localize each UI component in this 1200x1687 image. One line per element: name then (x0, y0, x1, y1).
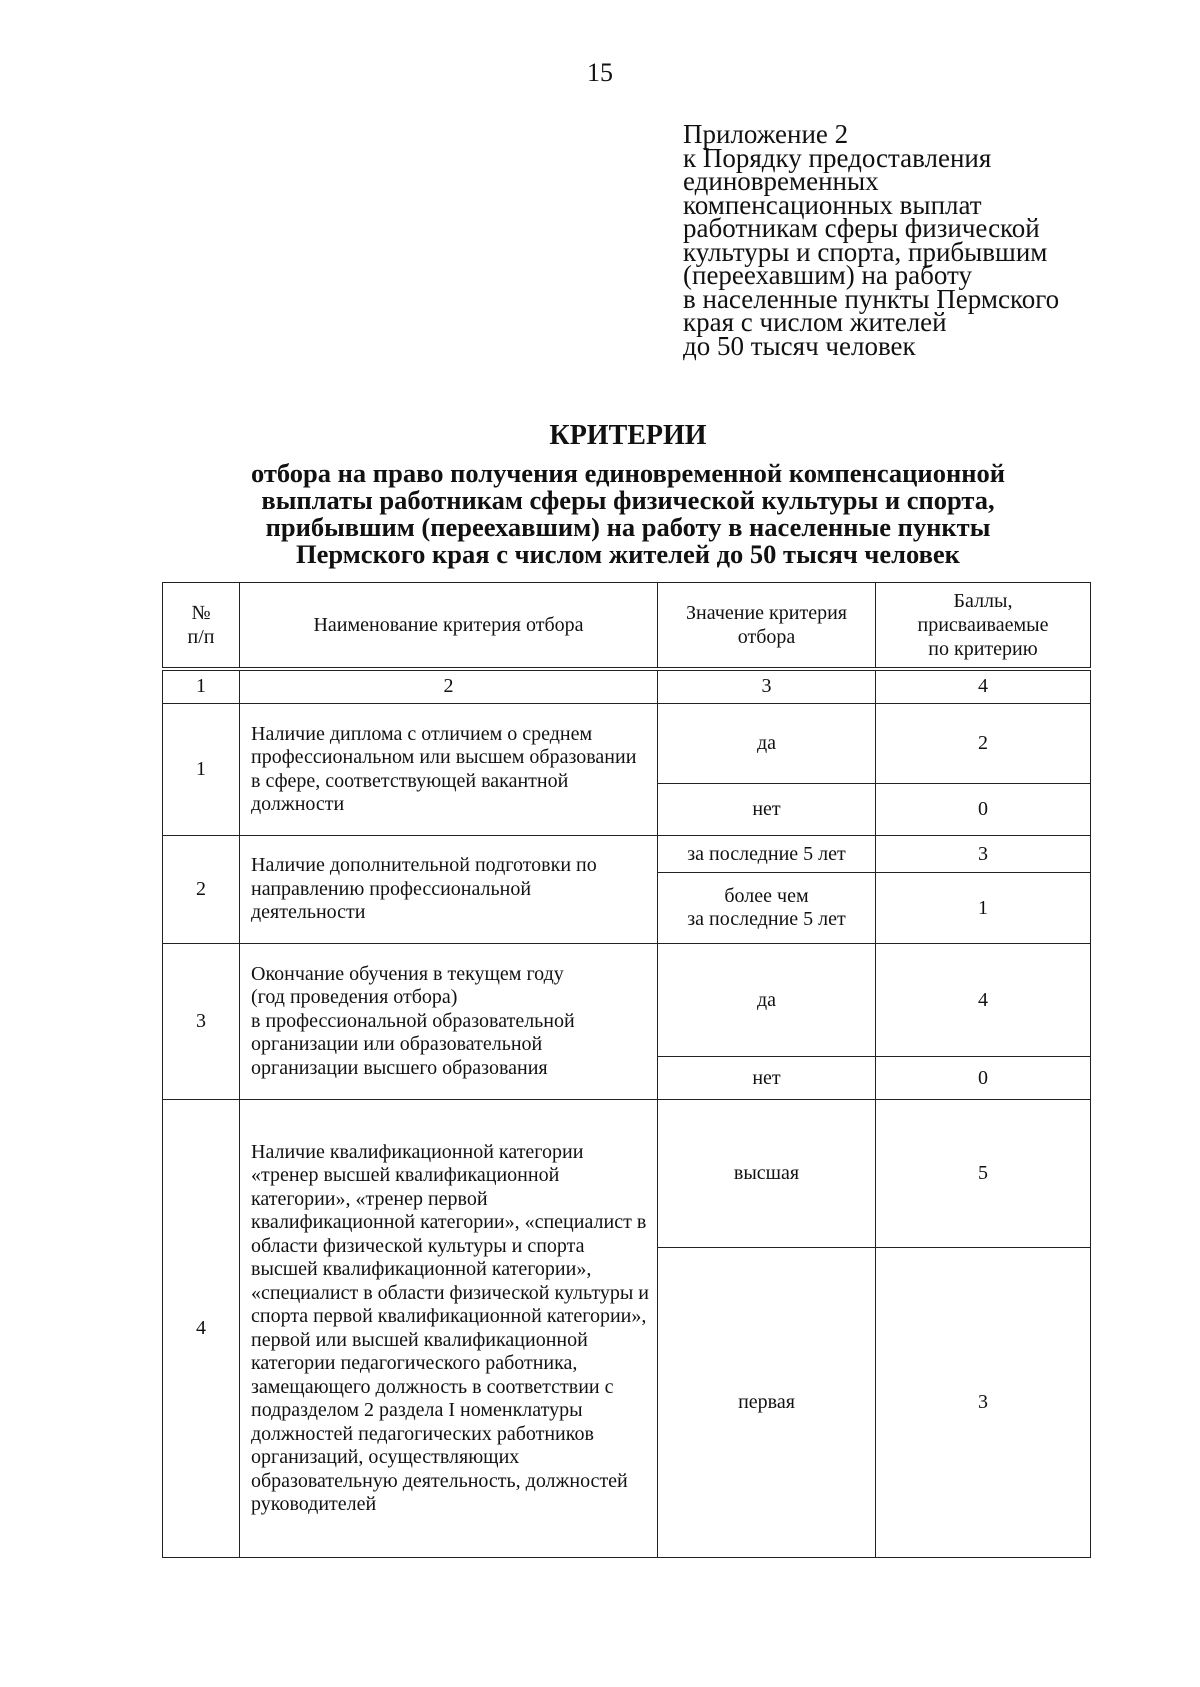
document-subtitle (0, 460, 1200, 568)
criterion-points: 2 (876, 704, 1091, 784)
subtitle-line: выплаты работникам сферы физической культуры и спорта, (261, 485, 995, 515)
table-header-row (163, 583, 1091, 669)
subtitle-line: прибывшим (переехавшим) на работу в населенные пункты (265, 512, 991, 542)
table-row (163, 704, 1091, 784)
column-index: 2 (240, 669, 658, 704)
criterion-points: 5 (876, 1100, 1091, 1248)
subtitle-line: отбора на право получения единовременной компенсационной (250, 458, 1006, 488)
appendix-line: к Порядку предоставления (683, 142, 992, 173)
table-row (163, 1100, 1091, 1248)
header-points: Баллы, присваиваемые по критерию (876, 583, 1091, 669)
subtitle-line: Пермского края с числом жителей до 50 тысяч человек (296, 539, 960, 569)
criterion-name: Наличие квалификационной категории «тренер высшей квалификационной категории», «тренер первой квалификационной категории», «специалист в области физической культуры и спорта высшей квалификационной категории», «специалист в области физической культуры и спорта первой квалификационной категории», первой или высшей квалификационной категории педагогического работника, замещающего должность в соответствии с подразделом 2 раздела I номенклатуры должностей педагогических работников организаций, осуществляющих образовательную деятельность, должностей руководителей (240, 1100, 658, 1558)
row-num: 1 (163, 704, 240, 836)
header-num: № п/п (163, 583, 240, 669)
criterion-points: 0 (876, 1057, 1091, 1100)
appendix-line: (переехавшим) на работу (683, 260, 972, 290)
criterion-value: да (658, 704, 876, 784)
row-num: 2 (163, 836, 240, 944)
criterion-points: 3 (876, 836, 1091, 873)
appendix-line: Приложение 2 (683, 119, 849, 149)
criterion-value: нет (658, 1057, 876, 1100)
column-index: 4 (876, 669, 1091, 704)
criterion-points: 4 (876, 944, 1091, 1057)
criterion-name: Наличие диплома с отличием о среднем профессиональном или высшем образовании в сфере, соответствующей вакантной должности (240, 704, 658, 836)
criterion-points: 0 (876, 784, 1091, 836)
document-title: КРИТЕРИИ (549, 420, 707, 451)
column-index: 3 (658, 669, 876, 704)
column-index-row (163, 669, 1091, 704)
criterion-value: нет (658, 784, 876, 836)
criterion-name: Наличие дополнительной подготовки по направлению профессиональной деятельности (240, 836, 658, 944)
criterion-value: высшая (658, 1100, 876, 1248)
criteria-table (162, 582, 1091, 1558)
appendix-line: в населенные пункты Пермского (683, 283, 1060, 314)
header-criterion-name: Наименование критерия отбора (240, 583, 658, 669)
appendix-line: работникам сферы физической (683, 213, 1040, 243)
column-index: 1 (163, 669, 240, 704)
criterion-points: 3 (876, 1248, 1091, 1558)
row-num: 3 (163, 944, 240, 1100)
criterion-value: да (658, 944, 876, 1057)
appendix-block (683, 119, 1123, 361)
criterion-value: за последние 5 лет (658, 836, 876, 873)
row-num: 4 (163, 1100, 240, 1558)
appendix-line: до 50 тысяч человек (683, 330, 916, 361)
criterion-value: первая (658, 1248, 876, 1558)
criterion-name: Окончание обучения в текущем году (год проведения отбора) в профессиональной образовательной организации или образовательной организации высшего образования (240, 944, 658, 1100)
appendix-line: культуры и спорта, прибывшим (683, 236, 1048, 267)
appendix-line: компенсационных выплат (683, 189, 982, 220)
criterion-points: 1 (876, 873, 1091, 944)
appendix-line: края с числом жителей (683, 307, 947, 337)
header-criterion-value: Значение критерия отбора (658, 583, 876, 669)
criterion-value: более чем за последние 5 лет (658, 873, 876, 944)
page-number: 15 (587, 58, 613, 87)
appendix-line: единовременных (683, 166, 879, 196)
table-row (163, 944, 1091, 1057)
table-row (163, 836, 1091, 873)
